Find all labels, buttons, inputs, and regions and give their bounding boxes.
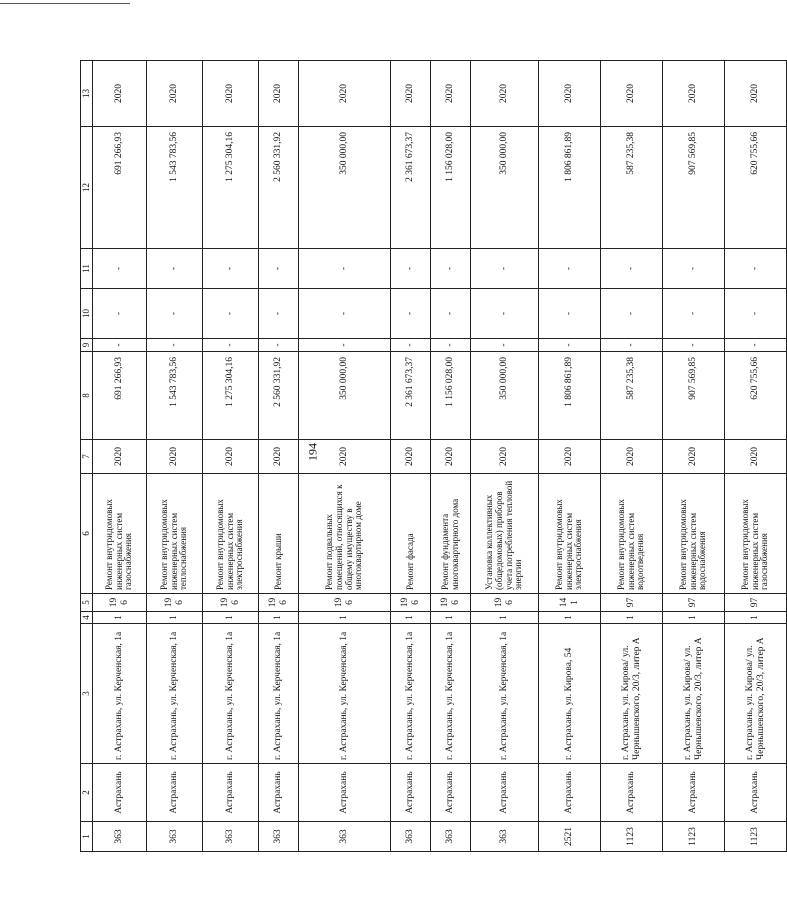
cell-code: 2521 [539,822,601,852]
column-number: 7 [81,440,93,474]
cell-city: Астрахань [147,764,203,822]
cell-cost: 1 156 028,00 [431,352,471,440]
table-row [93,61,147,852]
table-row [203,61,259,852]
cell-cost: 350 000,00 [299,352,391,440]
cell-count: 1 [93,612,147,624]
column-number: 5 [81,594,93,612]
cell-city: Астрахань [539,764,601,822]
table-row [259,61,299,852]
cell-year-built: 196 [299,594,391,612]
cell-address: г. Астрахань, ул. Кирова/ ул. Чернышевского, 20/3, литер А [663,624,725,764]
cell-city: Астрахань [431,764,471,822]
cell-count: 1 [471,612,539,624]
cell-col10: - [93,289,147,339]
cell-cost: 1 275 304,16 [203,352,259,440]
cell-address: г. Астрахань, ул. Керченская, 1а [259,624,299,764]
cell-address: г. Астрахань, ул. Керченская, 1а [203,624,259,764]
cell-col11: - [391,249,431,289]
column-number: 10 [81,289,93,339]
cell-total: 350 000,00 [471,127,539,249]
cell-count: 1 [431,612,471,624]
cell-col9: - [471,339,539,352]
cell-count: 1 [147,612,203,624]
cell-work-type: Установка коллективных (общедомовых) приборов учета потребления тепловой энергии [471,474,539,594]
cell-col11: - [663,249,725,289]
cell-deadline: 2020 [203,61,259,127]
cell-total: 691 266,93 [93,127,147,249]
cell-deadline: 2020 [299,61,391,127]
table-row [601,61,663,852]
cell-year-built: 196 [471,594,539,612]
cell-year-built: 196 [203,594,259,612]
cell-address: г. Астрахань, ул. Керченская, 1а [471,624,539,764]
cell-year: 2020 [725,440,787,474]
cell-year: 2020 [299,440,391,474]
cell-col10: - [299,289,391,339]
cell-code: 1123 [725,822,787,852]
cell-code: 363 [147,822,203,852]
cell-work-type: Ремонт фасада [391,474,431,594]
cell-col9: - [725,339,787,352]
cell-col10: - [431,289,471,339]
cell-cost: 691 266,93 [93,352,147,440]
cell-code: 363 [431,822,471,852]
cell-deadline: 2020 [601,61,663,127]
cell-count: 1 [725,612,787,624]
cell-count: 1 [539,612,601,624]
cell-city: Астрахань [93,764,147,822]
cell-year: 2020 [259,440,299,474]
cell-col11: - [601,249,663,289]
cell-code: 363 [259,822,299,852]
column-number: 12 [81,127,93,249]
cell-address: г. Астрахань, ул. Керченская, 1а [147,624,203,764]
cell-count: 1 [601,612,663,624]
cell-total: 907 569,85 [663,127,725,249]
cell-city: Астрахань [299,764,391,822]
cell-address: г. Астрахань, ул. Керченская, 1а [431,624,471,764]
cell-city: Астрахань [203,764,259,822]
cell-work-type: Ремонт фундамента многоквартирного дома [431,474,471,594]
cell-col11: - [147,249,203,289]
cell-count: 1 [663,612,725,624]
cell-work-type: Ремонт внутридомовых инженерных систем водоотведения [601,474,663,594]
cell-year-built: 97 [601,594,663,612]
page-number: 194 [305,443,320,461]
cell-year: 2020 [471,440,539,474]
table-row [431,61,471,852]
cell-cost: 2 361 673,37 [391,352,431,440]
cell-address: г. Астрахань, ул. Керченская, 1а [391,624,431,764]
cell-col9: - [147,339,203,352]
cell-col9: - [259,339,299,352]
cell-col9: - [431,339,471,352]
cell-year: 2020 [93,440,147,474]
column-number: 11 [81,249,93,289]
cell-year: 2020 [601,440,663,474]
cell-year-built: 97 [663,594,725,612]
table-row [663,61,725,852]
cell-year-built: 141 [539,594,601,612]
cell-cost: 2 560 331,92 [259,352,299,440]
column-number-row [81,61,93,852]
table-row [299,61,391,852]
cell-col11: - [471,249,539,289]
cell-count: 1 [391,612,431,624]
cell-count: 1 [259,612,299,624]
cell-address: г. Астрахань, ул. Кирова/ ул. Чернышевского, 20/3, литер А [601,624,663,764]
cell-code: 363 [391,822,431,852]
column-number: 9 [81,339,93,352]
cell-total: 2 560 331,92 [259,127,299,249]
cell-year: 2020 [663,440,725,474]
cell-code: 363 [93,822,147,852]
cell-address: г. Астрахань, ул. Кирова/ ул. Чернышевского, 20/3, литер А [725,624,787,764]
column-number: 8 [81,352,93,440]
cell-cost: 587 235,38 [601,352,663,440]
cell-city: Астрахань [725,764,787,822]
cell-deadline: 2020 [725,61,787,127]
cell-year: 2020 [391,440,431,474]
cell-year: 2020 [431,440,471,474]
cell-col9: - [299,339,391,352]
rotated-table-wrapper [80,61,770,852]
cell-deadline: 2020 [431,61,471,127]
cell-total: 1 806 861,89 [539,127,601,249]
cell-cost: 1 543 783,56 [147,352,203,440]
cell-total: 1 543 783,56 [147,127,203,249]
cell-address: г. Астрахань, ул. Кирова, 54 [539,624,601,764]
cell-deadline: 2020 [391,61,431,127]
column-number: 6 [81,474,93,594]
cell-address: г. Астрахань, ул. Керченская, 1а [93,624,147,764]
cell-col11: - [93,249,147,289]
cell-total: 1 156 028,00 [431,127,471,249]
cell-total: 2 361 673,37 [391,127,431,249]
column-number: 4 [81,612,93,624]
cell-work-type: Ремонт крыши [259,474,299,594]
cell-deadline: 2020 [539,61,601,127]
cell-cost: 1 806 861,89 [539,352,601,440]
header-rule [0,3,130,4]
register-table [80,60,787,852]
column-number: 2 [81,764,93,822]
table-body [81,61,787,852]
cell-col11: - [203,249,259,289]
cell-code: 363 [299,822,391,852]
cell-col10: - [471,289,539,339]
cell-year-built: 196 [259,594,299,612]
cell-work-type: Ремонт внутридомовых инженерных систем электроснабжения [203,474,259,594]
cell-cost: 350 000,00 [471,352,539,440]
cell-work-type: Ремонт внутридомовых инженерных систем теплоснабжения [147,474,203,594]
cell-code: 363 [203,822,259,852]
cell-work-type: Ремонт внутридомовых инженерных систем газоснабжения [725,474,787,594]
cell-col11: - [431,249,471,289]
cell-col10: - [391,289,431,339]
cell-col10: - [259,289,299,339]
cell-col9: - [391,339,431,352]
cell-col10: - [725,289,787,339]
cell-total: 620 755,66 [725,127,787,249]
cell-col11: - [539,249,601,289]
cell-work-type: Ремонт внутридомовых инженерных систем газоснабжения [93,474,147,594]
table-row [147,61,203,852]
table-row [391,61,431,852]
column-number: 13 [81,61,93,127]
cell-cost: 907 569,85 [663,352,725,440]
cell-col11: - [259,249,299,289]
cell-year-built: 97 [725,594,787,612]
cell-col9: - [663,339,725,352]
cell-col10: - [203,289,259,339]
cell-cost: 620 755,66 [725,352,787,440]
cell-year-built: 196 [93,594,147,612]
cell-city: Астрахань [663,764,725,822]
cell-code: 1123 [601,822,663,852]
cell-year: 2020 [539,440,601,474]
cell-city: Астрахань [391,764,431,822]
cell-col9: - [93,339,147,352]
cell-col9: - [539,339,601,352]
cell-work-type: Ремонт внутридомовых инженерных систем водоснабжения [663,474,725,594]
column-number: 1 [81,822,93,852]
cell-work-type: Ремонт внутридомовых инженерных систем электроснабжения [539,474,601,594]
cell-year-built: 196 [147,594,203,612]
cell-city: Астрахань [601,764,663,822]
cell-city: Астрахань [259,764,299,822]
cell-year: 2020 [203,440,259,474]
cell-count: 1 [299,612,391,624]
cell-col10: - [147,289,203,339]
cell-code: 1123 [663,822,725,852]
cell-year: 2020 [147,440,203,474]
cell-deadline: 2020 [93,61,147,127]
cell-col9: - [203,339,259,352]
cell-col11: - [299,249,391,289]
table-row [471,61,539,852]
cell-col10: - [663,289,725,339]
cell-total: 350 000,00 [299,127,391,249]
column-number: 3 [81,624,93,764]
cell-work-type: Ремонт подвальных помещений, относящихся к общему имуществу в многоквартирном доме [299,474,391,594]
cell-year-built: 196 [431,594,471,612]
cell-col10: - [601,289,663,339]
cell-deadline: 2020 [471,61,539,127]
cell-city: Астрахань [471,764,539,822]
cell-col10: - [539,289,601,339]
table-row [725,61,787,852]
cell-deadline: 2020 [147,61,203,127]
cell-deadline: 2020 [663,61,725,127]
cell-col11: - [725,249,787,289]
cell-col9: - [601,339,663,352]
cell-count: 1 [203,612,259,624]
cell-year-built: 196 [391,594,431,612]
cell-total: 1 275 304,16 [203,127,259,249]
cell-deadline: 2020 [259,61,299,127]
cell-code: 363 [471,822,539,852]
table-row [539,61,601,852]
cell-total: 587 235,38 [601,127,663,249]
cell-address: г. Астрахань, ул. Керченская, 1а [299,624,391,764]
